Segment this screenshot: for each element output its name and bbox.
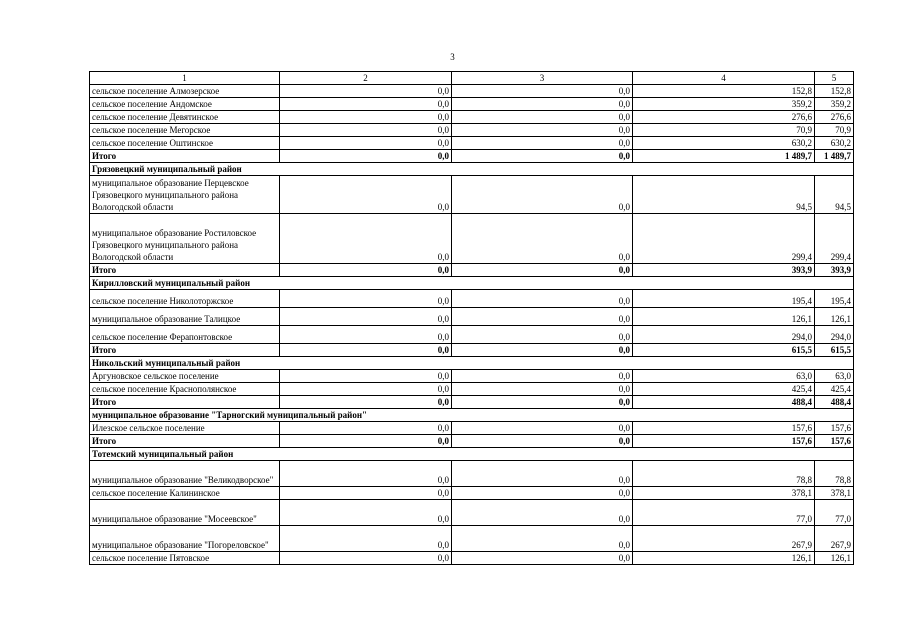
col4-value: 299,4 [633, 214, 815, 264]
col3-value: 0,0 [452, 461, 633, 487]
total-row [90, 264, 854, 277]
col2-value: 0,0 [280, 326, 452, 344]
table-row [90, 111, 854, 124]
col4-value: 1 489,7 [633, 150, 815, 163]
col5-value: 94,5 [815, 176, 854, 214]
col5-value: 70,9 [815, 124, 854, 137]
district-header-row [90, 448, 854, 461]
table-row [90, 500, 854, 526]
allocation-table [89, 71, 854, 565]
municipality-name: Илезское сельское поселение [90, 422, 280, 435]
column-header: 2 [280, 72, 452, 85]
col2-value: 0,0 [280, 137, 452, 150]
col4-value: 126,1 [633, 308, 815, 326]
table-row [90, 85, 854, 98]
col4-value: 393,9 [633, 264, 815, 277]
col5-value: 393,9 [815, 264, 854, 277]
col5-value: 425,4 [815, 383, 854, 396]
col3-value: 0,0 [452, 552, 633, 565]
total-row [90, 150, 854, 163]
municipality-name: сельское поселение Калининское [90, 487, 280, 500]
municipality-name: Аргуновское сельское поселение [90, 370, 280, 383]
col5-value: 488,4 [815, 396, 854, 409]
col3-value: 0,0 [452, 487, 633, 500]
district-header-row [90, 163, 854, 176]
col5-value: 1 489,7 [815, 150, 854, 163]
municipality-name: муниципальное образование "Великодворское" [90, 461, 280, 487]
table-row [90, 124, 854, 137]
col4-value: 615,5 [633, 344, 815, 357]
municipality-name: муниципальное образование Талицкое [90, 308, 280, 326]
table-row [90, 326, 854, 344]
col2-value: 0,0 [280, 396, 452, 409]
column-header: 5 [815, 72, 854, 85]
col4-value: 359,2 [633, 98, 815, 111]
col4-value: 425,4 [633, 383, 815, 396]
col5-value: 126,1 [815, 308, 854, 326]
table-row [90, 552, 854, 565]
total-row [90, 396, 854, 409]
district-name: Тотемский муниципальный район [90, 448, 854, 461]
col3-value: 0,0 [452, 264, 633, 277]
municipality-name: сельское поселение Оштинское [90, 137, 280, 150]
table-row [90, 526, 854, 552]
municipality-name: Итого [90, 264, 280, 277]
col5-value: 126,1 [815, 552, 854, 565]
district-name: Грязовецкий муниципальный район [90, 163, 854, 176]
col2-value: 0,0 [280, 85, 452, 98]
col3-value: 0,0 [452, 290, 633, 308]
col3-value: 0,0 [452, 326, 633, 344]
municipality-name: сельское поселение Алмозерское [90, 85, 280, 98]
col5-value: 78,8 [815, 461, 854, 487]
col5-value: 294,0 [815, 326, 854, 344]
page-number: 3 [450, 52, 455, 62]
column-header: 3 [452, 72, 633, 85]
col4-value: 94,5 [633, 176, 815, 214]
table-row [90, 308, 854, 326]
col5-value: 63,0 [815, 370, 854, 383]
municipality-name: Итого [90, 435, 280, 448]
col3-value: 0,0 [452, 176, 633, 214]
col3-value: 0,0 [452, 137, 633, 150]
col3-value: 0,0 [452, 396, 633, 409]
col2-value: 0,0 [280, 461, 452, 487]
col2-value: 0,0 [280, 214, 452, 264]
col5-value: 195,4 [815, 290, 854, 308]
col2-value: 0,0 [280, 383, 452, 396]
col2-value: 0,0 [280, 290, 452, 308]
col2-value: 0,0 [280, 370, 452, 383]
col4-value: 157,6 [633, 435, 815, 448]
col2-value: 0,0 [280, 422, 452, 435]
municipality-name: муниципальное образование Ростиловское Грязовецкого муниципального района Вологодской области [90, 214, 280, 264]
col4-value: 378,1 [633, 487, 815, 500]
col4-value: 294,0 [633, 326, 815, 344]
col4-value: 267,9 [633, 526, 815, 552]
col3-value: 0,0 [452, 124, 633, 137]
col4-value: 152,8 [633, 85, 815, 98]
col2-value: 0,0 [280, 487, 452, 500]
municipality-name: сельское поселение Андомское [90, 98, 280, 111]
col2-value: 0,0 [280, 150, 452, 163]
col5-value: 299,4 [815, 214, 854, 264]
municipality-name: сельское поселение Мегорское [90, 124, 280, 137]
table-row [90, 422, 854, 435]
municipality-name: муниципальное образование "Мосеевское" [90, 500, 280, 526]
table-row [90, 461, 854, 487]
col3-value: 0,0 [452, 85, 633, 98]
col2-value: 0,0 [280, 264, 452, 277]
table-row [90, 290, 854, 308]
table-row [90, 214, 854, 264]
district-name: муниципальное образование "Тарногский муниципальный район" [90, 409, 854, 422]
col3-value: 0,0 [452, 370, 633, 383]
col4-value: 126,1 [633, 552, 815, 565]
col2-value: 0,0 [280, 176, 452, 214]
col5-value: 359,2 [815, 98, 854, 111]
col4-value: 276,6 [633, 111, 815, 124]
district-header-row [90, 277, 854, 290]
col3-value: 0,0 [452, 308, 633, 326]
col3-value: 0,0 [452, 422, 633, 435]
total-row [90, 435, 854, 448]
col4-value: 63,0 [633, 370, 815, 383]
col2-value: 0,0 [280, 111, 452, 124]
col4-value: 77,0 [633, 500, 815, 526]
municipality-name: Итого [90, 344, 280, 357]
col2-value: 0,0 [280, 124, 452, 137]
col3-value: 0,0 [452, 344, 633, 357]
col2-value: 0,0 [280, 435, 452, 448]
col2-value: 0,0 [280, 308, 452, 326]
table-row [90, 137, 854, 150]
column-header: 1 [90, 72, 280, 85]
municipality-name: муниципальное образование Перцевское Грязовецкого муниципального района Вологодской области [90, 176, 280, 214]
col4-value: 78,8 [633, 461, 815, 487]
table-row [90, 176, 854, 214]
col5-value: 152,8 [815, 85, 854, 98]
total-row [90, 344, 854, 357]
col5-value: 267,9 [815, 526, 854, 552]
municipality-name: сельское поселение Ферапонтовское [90, 326, 280, 344]
col3-value: 0,0 [452, 111, 633, 124]
table-body [90, 72, 854, 565]
col5-value: 157,6 [815, 435, 854, 448]
column-header: 4 [633, 72, 815, 85]
table-row [90, 98, 854, 111]
district-header-row [90, 357, 854, 370]
district-name: Кирилловский муниципальный район [90, 277, 854, 290]
col5-value: 615,5 [815, 344, 854, 357]
col2-value: 0,0 [280, 98, 452, 111]
municipality-name: Итого [90, 396, 280, 409]
col5-value: 378,1 [815, 487, 854, 500]
district-name: Никольский муниципальный район [90, 357, 854, 370]
col4-value: 630,2 [633, 137, 815, 150]
col2-value: 0,0 [280, 552, 452, 565]
col2-value: 0,0 [280, 500, 452, 526]
municipality-name: Итого [90, 150, 280, 163]
col3-value: 0,0 [452, 435, 633, 448]
col5-value: 276,6 [815, 111, 854, 124]
col3-value: 0,0 [452, 500, 633, 526]
table-row [90, 487, 854, 500]
col5-value: 630,2 [815, 137, 854, 150]
table-row [90, 370, 854, 383]
municipality-name: сельское поселение Николоторжское [90, 290, 280, 308]
column-header-row [90, 72, 854, 85]
col2-value: 0,0 [280, 344, 452, 357]
table-row [90, 383, 854, 396]
col5-value: 77,0 [815, 500, 854, 526]
col4-value: 157,6 [633, 422, 815, 435]
col3-value: 0,0 [452, 526, 633, 552]
col5-value: 157,6 [815, 422, 854, 435]
col3-value: 0,0 [452, 98, 633, 111]
municipality-name: сельское поселение Пятовское [90, 552, 280, 565]
municipality-name: муниципальное образование "Погореловское" [90, 526, 280, 552]
col2-value: 0,0 [280, 526, 452, 552]
col3-value: 0,0 [452, 150, 633, 163]
district-header-row [90, 409, 854, 422]
col4-value: 70,9 [633, 124, 815, 137]
col3-value: 0,0 [452, 383, 633, 396]
col4-value: 195,4 [633, 290, 815, 308]
col4-value: 488,4 [633, 396, 815, 409]
col3-value: 0,0 [452, 214, 633, 264]
municipality-name: сельское поселение Краснополянское [90, 383, 280, 396]
municipality-name: сельское поселение Девятинское [90, 111, 280, 124]
